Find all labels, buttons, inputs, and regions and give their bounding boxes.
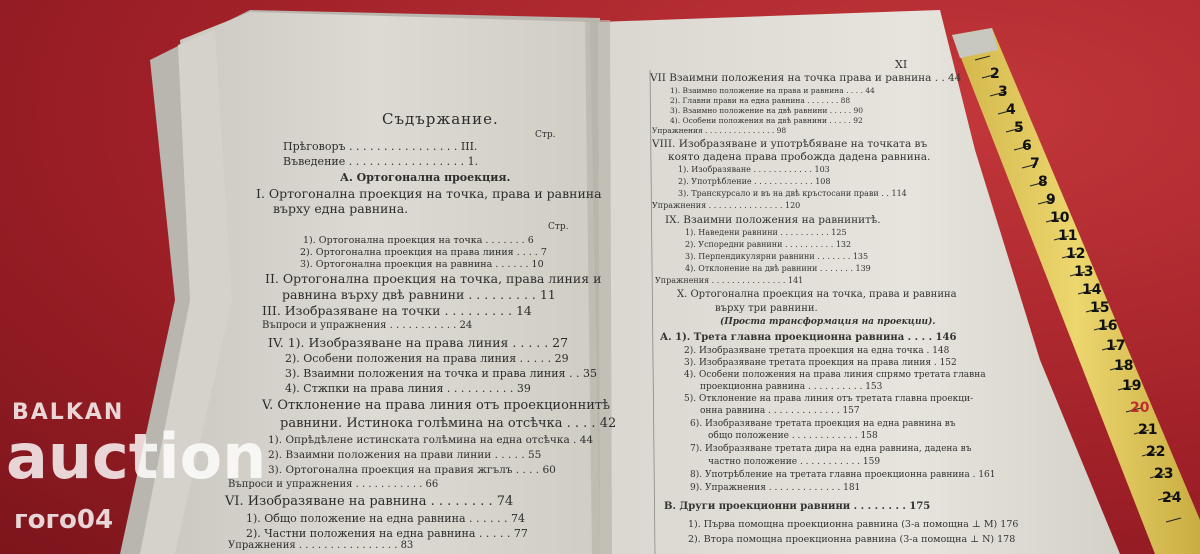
ruler-number: 8 (1038, 174, 1048, 190)
toc-line: V. Отклонение на права линия отъ проекционнитѣ (262, 398, 610, 413)
ruler-number: 2 (990, 66, 1000, 82)
toc-line: равнини. Истинока голѣмина на отсѣчка . . . . 42 (280, 416, 617, 431)
toc-line: 2). Изобразяване третата проекция на една точка . 148 (684, 346, 950, 356)
toc-line: 1). Първа помощна проекционна равнина (3-а помощна ⊥ M) 176 (688, 519, 1019, 530)
ruler-number: 24 (1162, 490, 1182, 506)
ruler-number: 22 (1146, 444, 1166, 460)
watermark-brand-top: BALKAN (12, 400, 125, 425)
toc-line: 1). Наведени равнини . . . . . . . . . . 125 (685, 228, 847, 237)
toc-line: 1). Общо положение на една равнина . . . . . . 74 (246, 512, 525, 525)
toc-line: 2). Взаимни положения на прави линии . . . . . 55 (268, 449, 542, 461)
toc-section: А. Ортогонална проекция. (340, 171, 511, 184)
ruler-number: 12 (1066, 246, 1086, 262)
toc-line: 2). Особени положения на права линия . . . . . 29 (285, 352, 569, 365)
ruler-number: 10 (1050, 210, 1070, 226)
toc-line: Прѣговоръ . . . . . . . . . . . . . . . . III. (283, 140, 478, 153)
toc-line: 3). Взаимно положение на двѣ равнини . . . . . 90 (670, 106, 864, 115)
toc-line: А. 1). Трета главна проекционна равнина . . . . 146 (660, 332, 957, 343)
toc-line: 2). Частни положения на една равнина . . . . . 77 (246, 527, 528, 540)
ruler-number: 17 (1106, 338, 1126, 354)
toc-title: Съдържание. (382, 110, 499, 128)
toc-line: IX. Взаимни положения на равнинитѣ. (665, 214, 881, 226)
toc-line: частно положение . . . . . . . . . . . 159 (708, 457, 881, 467)
toc-line: В. Други проекционни равнини . . . . . . . . 175 (664, 501, 931, 512)
ruler-number: 3 (998, 84, 1008, 100)
toc-line: 9). Упражнения . . . . . . . . . . . . . 181 (690, 483, 861, 493)
toc-line: 3). Перпендикулярни равнини . . . . . . . 135 (685, 252, 869, 261)
ruler-number: 6 (1022, 138, 1032, 154)
ruler-number: 11 (1058, 228, 1078, 244)
toc-line: X. Ортогонална проекция на точка, права и равнина (677, 289, 957, 300)
ruler-number: 15 (1090, 300, 1110, 316)
toc-line: 1). Опрѣдѣлене истинската голѣмина на една отсѣчка . 44 (268, 434, 594, 446)
toc-line: Въпроси и упражнения . . . . . . . . . . . 66 (228, 479, 439, 490)
toc-line: Упражнения . . . . . . . . . . . . . . . 98 (652, 126, 787, 135)
ruler-number: 20 (1130, 400, 1150, 416)
toc-line: II. Ортогонална проекция на точка, права линия и (265, 271, 602, 286)
ruler-number: 7 (1030, 156, 1040, 172)
toc-line: Упражнения . . . . . . . . . . . . . . . . 83 (228, 540, 414, 551)
toc-line: върху една равнина. (273, 201, 409, 216)
toc-line: 3). Взаимни положения на точка и права линия . . 35 (285, 367, 597, 380)
toc-line: Въпроси и упражнения . . . . . . . . . . . 24 (262, 320, 473, 331)
ruler-number: 14 (1082, 282, 1102, 298)
toc-line: 1). Ортогонална проекция на точка . . . . . . . 6 (303, 235, 534, 246)
toc-line: 4). Особени положения на двѣ равнини . . . . . 92 (670, 116, 863, 125)
toc-line: 2). Ортогонална проекция на права линия . . . . 7 (300, 247, 547, 258)
toc-line: I. Ортогонална проекция на точка, права и равнина (256, 186, 602, 201)
toc-line: 1). Взаимно положение на права и равнина . . . . 44 (670, 86, 875, 95)
ruler-number: 4 (1006, 102, 1016, 118)
toc-line: 4). Стжпки на права линия . . . . . . . . . . 39 (285, 382, 531, 395)
toc-line: 8). Употрѣбление на третата главна проекционна равнина . 161 (690, 470, 996, 480)
toc-line: 2). Употрѣбление . . . . . . . . . . . . 108 (678, 177, 831, 186)
toc-line: IV. 1). Изобразяване на права линия . . . . . 27 (268, 335, 569, 350)
toc-line: III. Изобразяване на точки . . . . . . . . . 14 (262, 303, 532, 318)
toc-line: 2). Главни прави на една равнина . . . . . . . 88 (670, 96, 851, 105)
watermark-brand-main: auction (6, 420, 267, 493)
toc-line: 2). Втора помощна проекционна равнина (3-а помощна ⊥ N) 178 (688, 534, 1016, 545)
toc-line: 3). Ортогонална проекция на правия жгълъ . . . . 60 (268, 464, 556, 476)
toc-line: Упражнения . . . . . . . . . . . . . . . 141 (655, 276, 804, 285)
toc-line: VIII. Изобразяване и употрѣбяване на точката въ (652, 138, 928, 150)
toc-line: проекционна равнина . . . . . . . . . . 153 (700, 382, 883, 392)
toc-line: Упражнения . . . . . . . . . . . . . . . 120 (652, 201, 801, 210)
toc-line: 3). Ортогонална проекция на равнина . . . . . . 10 (300, 259, 544, 270)
toc-line: общо положение . . . . . . . . . . . . 158 (708, 431, 878, 441)
toc-line: Въведение . . . . . . . . . . . . . . . . . 1. (283, 155, 479, 168)
toc-line: Стр. (548, 222, 569, 232)
ruler-number: 13 (1074, 264, 1094, 280)
ruler-number: 5 (1014, 120, 1024, 136)
toc-line: 5). Отклонение на права линия отъ третата главна проекци- (684, 394, 974, 404)
ruler-number: 9 (1046, 192, 1056, 208)
toc-line: (Проста трансформация на проекции). (720, 317, 936, 327)
toc-line: VI. Изобразяване на равнина . . . . . . . . 74 (225, 494, 514, 509)
page-col-label: Стр. (535, 130, 556, 140)
toc-line: върху три равнини. (715, 303, 818, 314)
toc-line: онна равнина . . . . . . . . . . . . . 157 (700, 406, 860, 416)
toc-line: 2). Успоредни равнини . . . . . . . . . . 132 (685, 240, 852, 249)
toc-line: 4). Особени положения на права линия спрямо третата главна (684, 370, 986, 380)
ruler-number: 21 (1138, 422, 1158, 438)
ruler-number: 23 (1154, 466, 1174, 482)
toc-line: 4). Отклонение на двѣ равнини . . . . . . . 139 (685, 264, 871, 273)
toc-line: 3). Изобразяване третата проекция на права линия . 152 (684, 358, 957, 368)
ruler-number: 19 (1122, 378, 1142, 394)
toc-line: която дадена права пробожда дадена равнина. (668, 151, 931, 163)
ruler-number: 16 (1098, 318, 1118, 334)
toc-line: 7). Изобразяване третата дира на една равнина, дадена въ (690, 444, 972, 454)
toc-line: 1). Изобразяване . . . . . . . . . . . . 103 (678, 165, 830, 174)
watermark-user: гого04 (14, 505, 114, 535)
toc-line: 6). Изобразяване третата проекция на една равнина въ (690, 419, 956, 429)
ruler-number: 18 (1114, 358, 1134, 374)
toc-line: VII Взаимни положения на точка права и равнина . . 44 (650, 72, 962, 84)
page-header: XI (895, 58, 908, 71)
toc-line: 3). Транскурсало и въ на двѣ кръстосани прави . . 114 (678, 189, 907, 198)
toc-line: равнина върху двѣ равнини . . . . . . . . . 11 (282, 287, 556, 302)
